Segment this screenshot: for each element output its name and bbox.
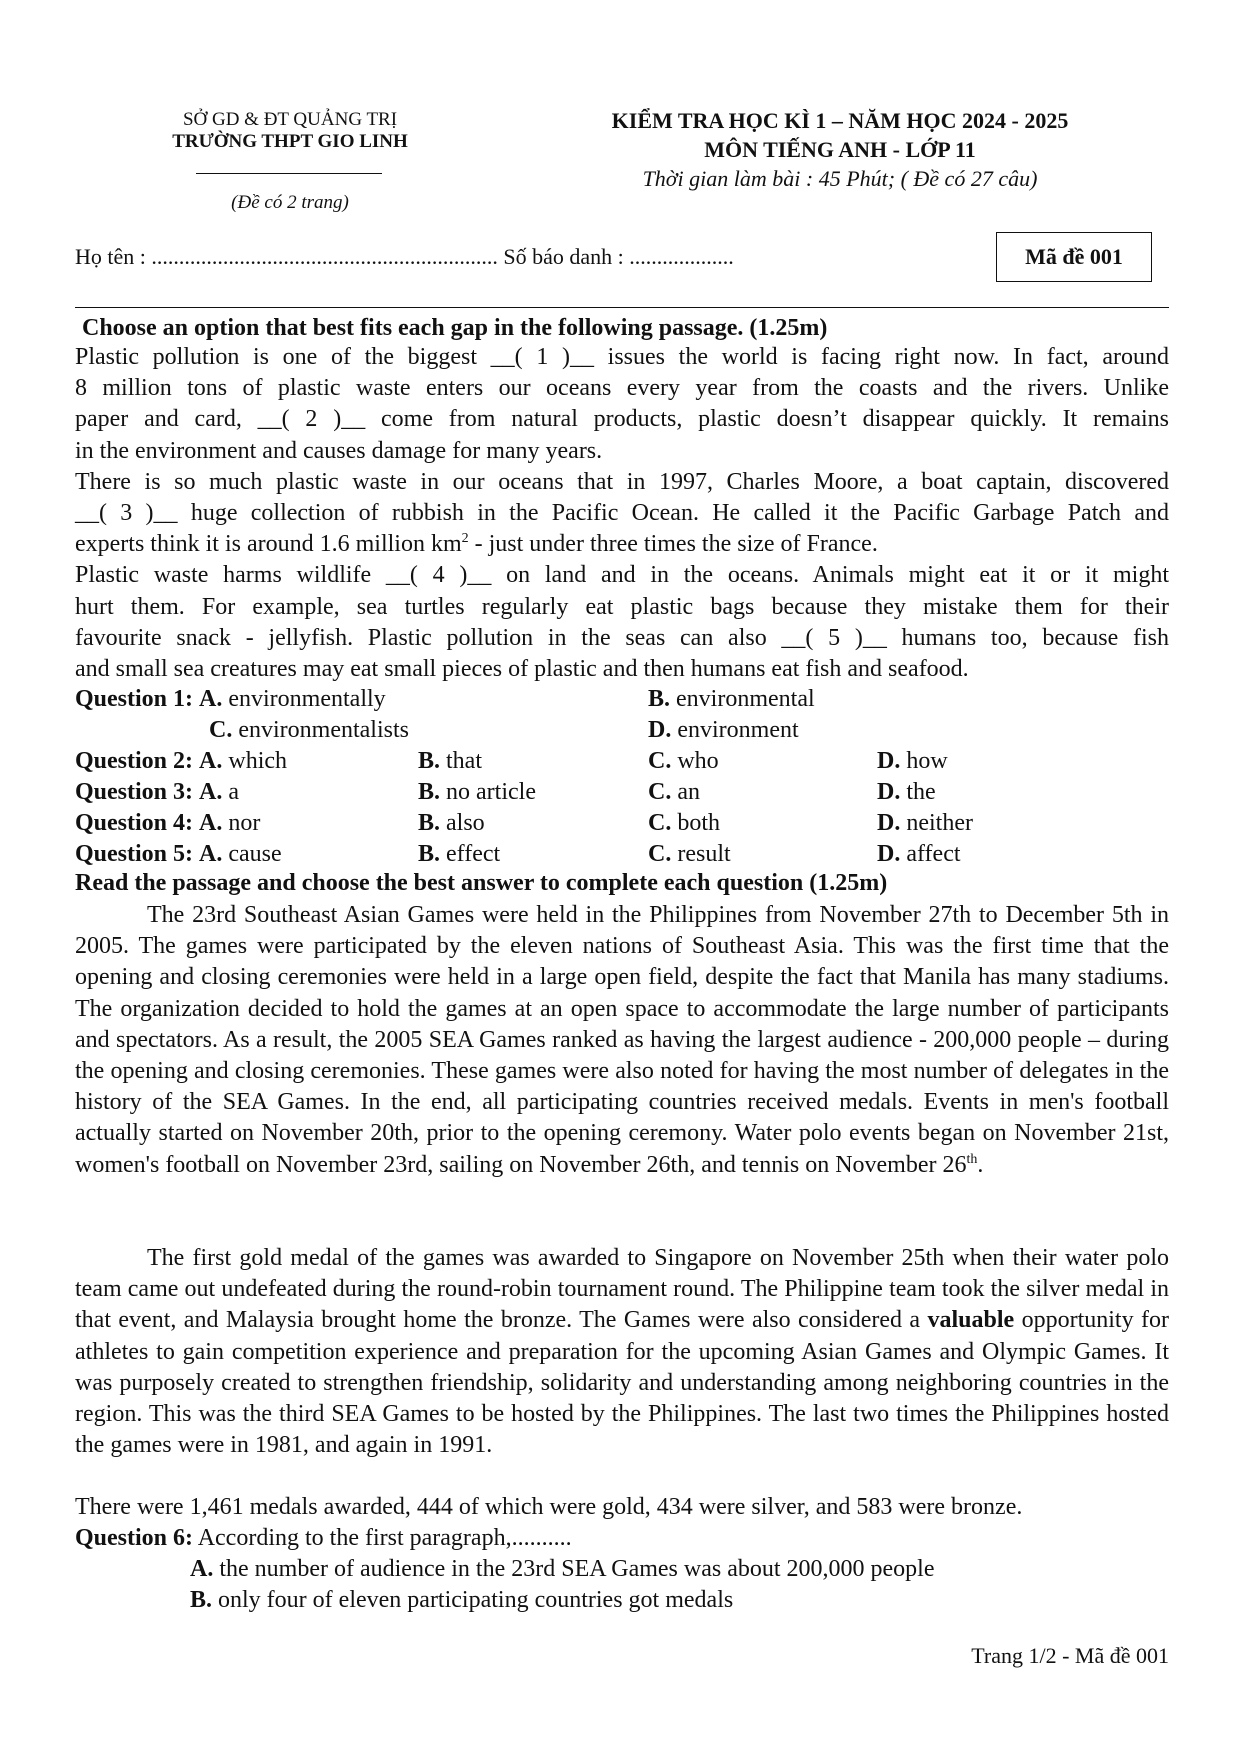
option-text: result [677, 841, 731, 867]
passage2-paragraph-3: There were 1,461 medals awarded, 444 of which were gold, 434 were silver, and 583 were bronze. [75, 1494, 1023, 1520]
passage1-line: Plastic pollution is one of the biggest __( 1 )__ issues the world is facing right now. In fact, around [75, 344, 1169, 370]
name-line: Họ tên : ............................................................... Số báo danh : ................... [75, 244, 734, 269]
option-text: cause [228, 841, 282, 867]
time-note: Thời gian làm bài : 45 Phút; ( Đề có 27 câu) [642, 166, 1038, 191]
option-letter: A. [199, 841, 223, 867]
option-text: the number of audience in the 23rd SEA Games was about 200,000 people [213, 1556, 935, 1582]
superscript: 2 [461, 531, 469, 547]
option-text: environmentalists [238, 717, 409, 743]
option-letter: C. [648, 779, 672, 805]
school-name: TRƯỜNG THPT GIO LINH [172, 131, 408, 152]
passage1-text: - just under three times the size of France. [468, 531, 878, 558]
option-text: only four of eleven participating countries got medals [212, 1587, 734, 1613]
passage1-line: There is so much plastic waste in our oceans that in 1997, Charles Moore, a boat captain, discovered [75, 468, 1169, 495]
option-text: environmentally [228, 686, 386, 712]
passage1-line: __( 3 )__ huge collection of rubbish in the Pacific Ocean. He called it the Pacific Garbage Patch and [75, 500, 1169, 527]
option-text: an [677, 779, 700, 805]
option-letter: A. [199, 779, 223, 805]
option-letter: C. [209, 717, 233, 743]
option-text: nor [228, 810, 261, 836]
question-label: Question 4: [75, 810, 194, 836]
option-text: environment [677, 717, 799, 743]
question-label: Question 3: [75, 779, 194, 805]
option-text: which [228, 748, 288, 774]
dept-name: SỞ GD & ĐT QUẢNG TRỊ [182, 109, 398, 130]
option-letter: B. [418, 748, 441, 774]
option-text: environmental [676, 686, 815, 712]
passage1-line: hurt them. For example, sea turtles regularly eat plastic bags because they mistake them for their [75, 593, 1169, 620]
option-letter: B. [648, 686, 671, 712]
passage1-line [75, 529, 1169, 560]
question-6-option-a [190, 1554, 935, 1585]
option-letter: A. [190, 1556, 214, 1582]
question-label: Question 2: [75, 748, 194, 774]
paragraph-text: . [977, 1151, 984, 1178]
passage1-line: in the environment and causes damage for many years. [75, 437, 603, 464]
passage2-paragraph-1 [75, 900, 1169, 1181]
paragraph-text: The first gold medal of the games was awarded to Singapore on November 25th when their water polo team came out undefeated during the round-robin tournament round. The Philippine team took the silver medal in that event, and Malaysia brought home the bronze. The Games were also considered a [75, 1245, 1169, 1334]
option-text: neither [906, 810, 973, 836]
option-text: both [677, 810, 721, 836]
header-right [560, 106, 1120, 194]
superscript: th [966, 1151, 978, 1167]
option-text: affect [906, 841, 961, 867]
paragraph-text: opportunity for athletes to gain competition experience and preparation for the upcoming Asian Games and Olympic Games. It was purposely created to strengthen friendship, solidarity and understanding among neighboring countries in the region. This was the third SEA Games to be hosted by the Philippines. The last two times the Philippines hosted the games were in 1981, and again in 1991. [75, 1307, 1169, 1459]
option-letter: A. [199, 748, 223, 774]
option-letter: D. [877, 841, 901, 867]
question-label: Question 5: [75, 841, 194, 867]
option-text: no article [446, 779, 536, 805]
option-letter: C. [648, 841, 672, 867]
option-letter: C. [648, 810, 672, 836]
passage1-line: and small sea creatures may eat small pieces of plastic and then humans eat fish and seafood. [75, 656, 969, 683]
page-footer: Trang 1/2 - Mã đề 001 [971, 1643, 1169, 1668]
option-text: how [906, 748, 948, 774]
exam-code-box: Mã đề 001 [996, 232, 1152, 282]
passage1-line: paper and card, __( 2 )__ come from natural products, plastic doesn’t disappear quickly. It remains [75, 406, 1169, 433]
option-letter: D. [877, 748, 901, 774]
option-text: effect [446, 841, 501, 867]
question-label: Question 6: [75, 1525, 194, 1551]
option-text: that [446, 748, 483, 774]
passage1-text: experts think it is around 1.6 million km [75, 531, 462, 558]
passage2-paragraph-2 [75, 1243, 1169, 1461]
question-stem: According to the first paragraph,.......... [193, 1525, 572, 1551]
option-letter: B. [418, 841, 441, 867]
question-6 [75, 1523, 572, 1554]
option-letter: D. [877, 779, 901, 805]
option-text: also [446, 810, 485, 836]
subject-title: MÔN TIẾNG ANH - LỚP 11 [704, 137, 976, 162]
passage1-line: favourite snack - jellyfish. Plastic pollution in the seas can also __( 5 )__ humans too, because fish [75, 624, 1169, 651]
question-label: Question 1: [75, 686, 194, 712]
option-letter: B. [190, 1587, 213, 1613]
option-letter: A. [199, 686, 223, 712]
header-left [140, 108, 440, 154]
paragraph-text: The 23rd Southeast Asian Games were held in the Philippines from November 27th to December 5th in 2005. The games were participated by the eleven nations of Southeast Asia. This was the first time that the opening and closing ceremonies were held in a large open field, despite the fact that Manila has many stadiums. The organization decided to hold the games at an open space to accommodate the large number of participants and spectators. As a result, the 2005 SEA Games ranked as having the largest audience - 200,000 people – during the opening and closing ceremonies. These games were also noted for having the most number of delegates in the history of the SEA Games. In the end, all participating countries received medals. Events in men's football actually started on November 20th, prior to the opening ceremony. Water polo events began on November 21st, women's football on November 23rd, sailing on November 26th, and tennis on November 26 [75, 902, 1169, 1178]
question-6-option-b [190, 1585, 733, 1616]
option-text: who [677, 748, 719, 774]
section2-instruction: Read the passage and choose the best answer to complete each question (1.25m) [75, 870, 888, 896]
section1-instruction: Choose an option that best fits each gap in the following passage. (1.25m) [82, 315, 828, 341]
option-letter: B. [418, 810, 441, 836]
header-rule [75, 307, 1169, 308]
option-letter: B. [418, 779, 441, 805]
option-letter: D. [877, 810, 901, 836]
option-text: the [906, 779, 936, 805]
option-letter: A. [199, 810, 223, 836]
option-letter: D. [648, 717, 672, 743]
header-divider [196, 173, 382, 174]
pages-note: (Đề có 2 trang) [231, 192, 349, 213]
exam-title: KIỂM TRA HỌC KÌ 1 – NĂM HỌC 2024 - 2025 [611, 108, 1069, 133]
highlighted-word: valuable [927, 1307, 1015, 1334]
passage1-line: 8 million tons of plastic waste enters our oceans every year from the coasts and the rivers. Unlike [75, 375, 1169, 402]
option-letter: C. [648, 748, 672, 774]
option-text: a [228, 779, 240, 805]
passage1-line: Plastic waste harms wildlife __( 4 )__ on land and in the oceans. Animals might eat it or it might [75, 562, 1169, 589]
passage1 [75, 342, 1169, 685]
